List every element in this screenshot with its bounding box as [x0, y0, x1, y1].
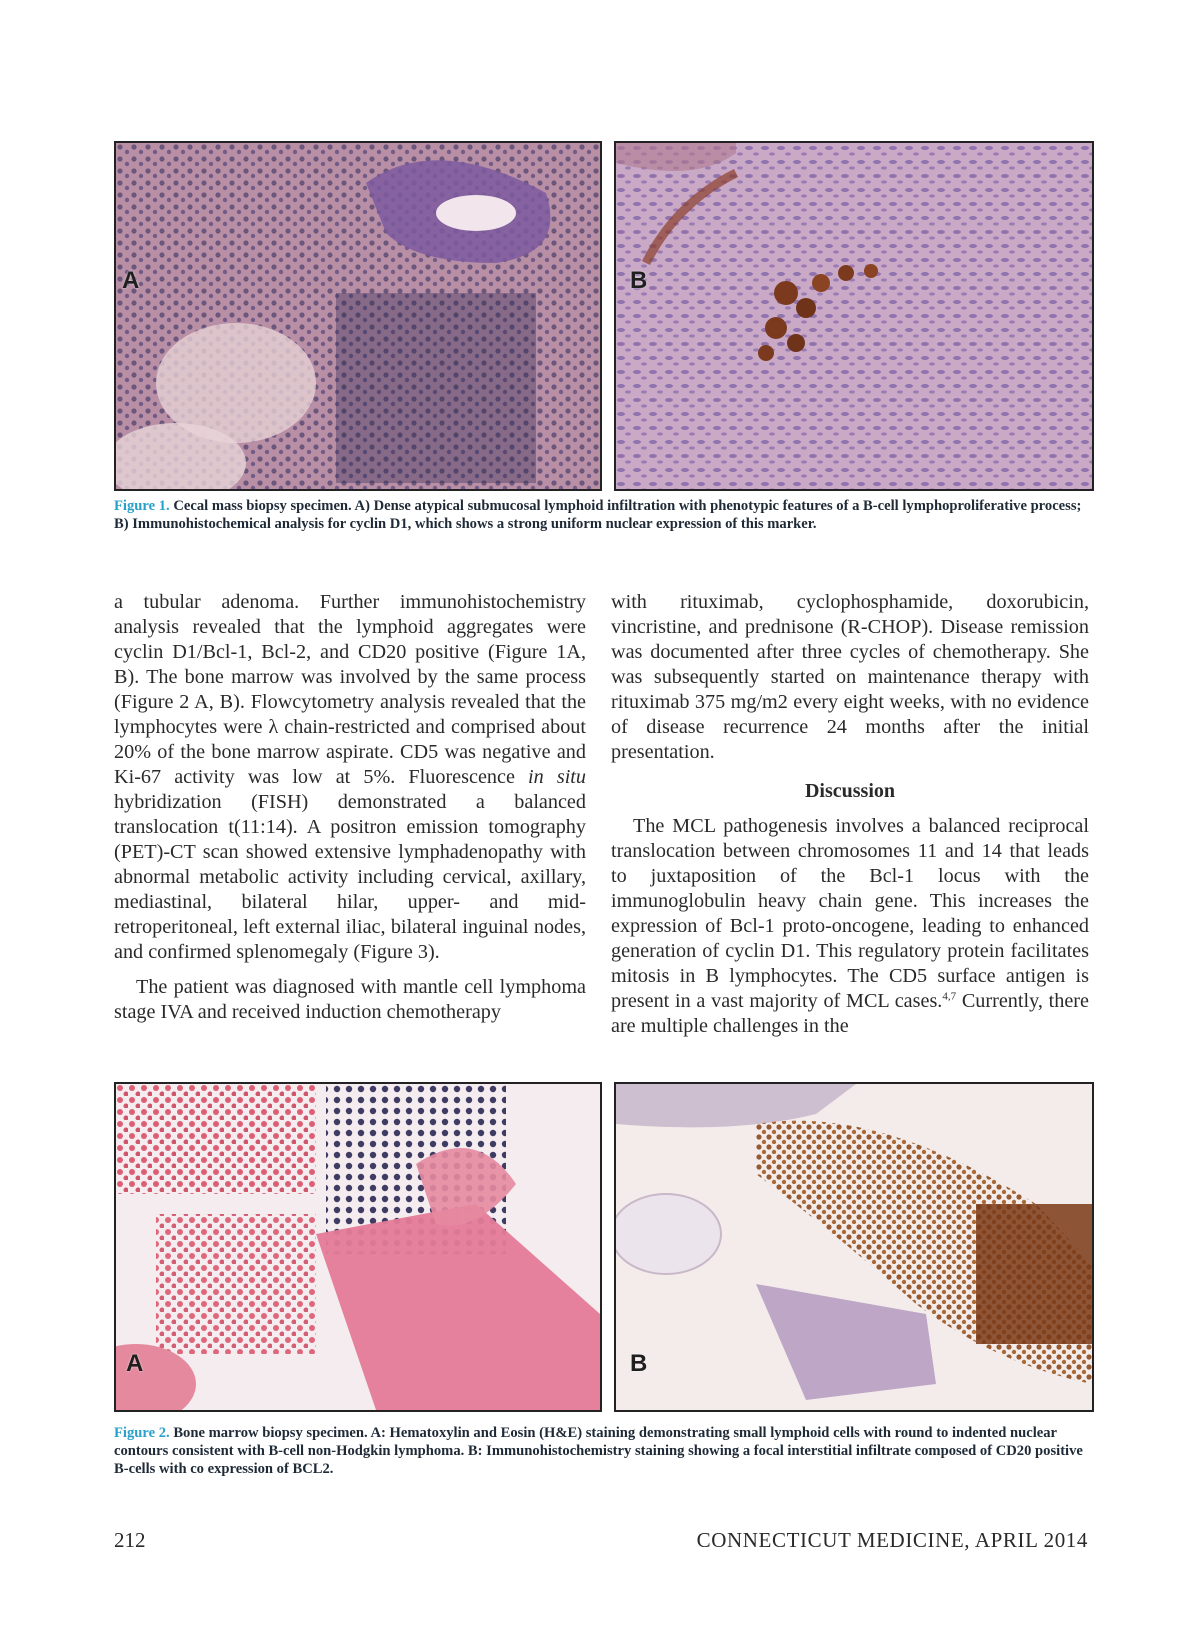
citation-superscript: 4,7 — [942, 990, 957, 1003]
panel-letter-b: B — [630, 267, 648, 294]
cd20-stain-image — [616, 1084, 1092, 1410]
body-paragraph: The MCL pathogenesis involves a balanced reciprocal translocation between chromosomes 11 and 14 that leads to juxtaposition of the Bcl-1 locus with the immunoglobulin heavy chain gene. This increases the expression of Bcl-1 proto-oncogene, leading to enhanced generation of cyclin D1. This regulatory protein facilitates mitosis in B lymphocytes. The CD5 surface antigen is present in a vast majority of MCL cases.$^{4,7}$ Currently, there are multiple challenges in the — [611, 815, 1089, 1037]
he-stain-image — [116, 143, 600, 489]
body-paragraph: with rituximab, cyclophosphamide, doxorubicin, vincristine, and prednisone (R-CHOP). Disease remission was documented after three cycles of chemotherapy. She was subsequently started on maintenance therapy with rituximab 375 mg/m2 every eight weeks, with no evidence of disease recurrence 24 months after the initial presentation. — [611, 591, 1089, 763]
figure2-panel-b-micrograph — [614, 1082, 1094, 1412]
cyclin-d1-stain-image — [616, 143, 1092, 489]
figure2-caption-label: Figure 2. — [114, 1425, 170, 1441]
section-heading-discussion: Discussion — [804, 780, 896, 802]
right-text-column — [611, 590, 1089, 1039]
body-paragraph: a tubular adenoma. Further immunohistochemistry analysis revealed that the lymphoid aggregates were cyclin D1/Bcl-1, Bcl-2, and CD20 positive (Figure 1A, B). The bone marrow was involved by the same process (Figure 2 A, B). Flowcytometry analysis revealed that the lymphocytes were λ chain-restricted and comprised about 20% of the bone marrow aspirate. CD5 was negative and Ki-67 activity was low at 5%. Fluorescence in situ hybridization (FISH) demonstrated a balanced translocation t(11:14). A positron emission tomography (PET)-CT scan showed extensive lymphadenopathy with abnormal metabolic activity including cervical, axillary, mediastinal, bilateral hilar, upper- and mid-retroperitoneal, left external iliac, bilateral inguinal nodes, and confirmed splenomegaly (Figure 3). — [114, 591, 586, 963]
figure1-caption — [114, 497, 1090, 533]
panel-letter-a: A — [126, 1350, 144, 1377]
running-footer-journal: CONNECTICUT MEDICINE, APRIL 2014 — [696, 1528, 1088, 1552]
figure2-panel-a-micrograph — [114, 1082, 602, 1412]
figure2-caption — [114, 1424, 1090, 1478]
he-bone-marrow-image — [116, 1084, 600, 1410]
panel-letter-a: A — [122, 267, 140, 294]
figure1-panel-b-micrograph — [614, 141, 1094, 491]
panel-letter-b: B — [630, 1350, 648, 1377]
figure1-caption-label: Figure 1. — [114, 498, 170, 514]
figure1-caption-text: Cecal mass biopsy specimen. A) Dense atypical submucosal lymphoid infiltration with phenotypic features of a B-cell lymphoproliferative process; B) Immunohistochemical analysis for cyclin D1, which shows a strong uniform nuclear expression of this marker. — [114, 498, 1082, 532]
page-number: 212 — [114, 1528, 146, 1552]
figure2-caption-text: Bone marrow biopsy specimen. A: Hematoxylin and Eosin (H&E) staining demonstrating small lymphoid cells with round to indented nuclear contours consistent with B-cell non-Hodgkin lymphoma. B: Immunohistochemistry staining showing a focal interstitial infiltrate composed of CD20 positive B-cells with co expression of BCL2. — [114, 1425, 1083, 1477]
body-paragraph: The patient was diagnosed with mantle cell lymphoma stage IVA and received induction chemotherapy — [114, 976, 586, 1023]
figure1-panel-a-micrograph — [114, 141, 602, 491]
left-text-column — [114, 590, 586, 1025]
